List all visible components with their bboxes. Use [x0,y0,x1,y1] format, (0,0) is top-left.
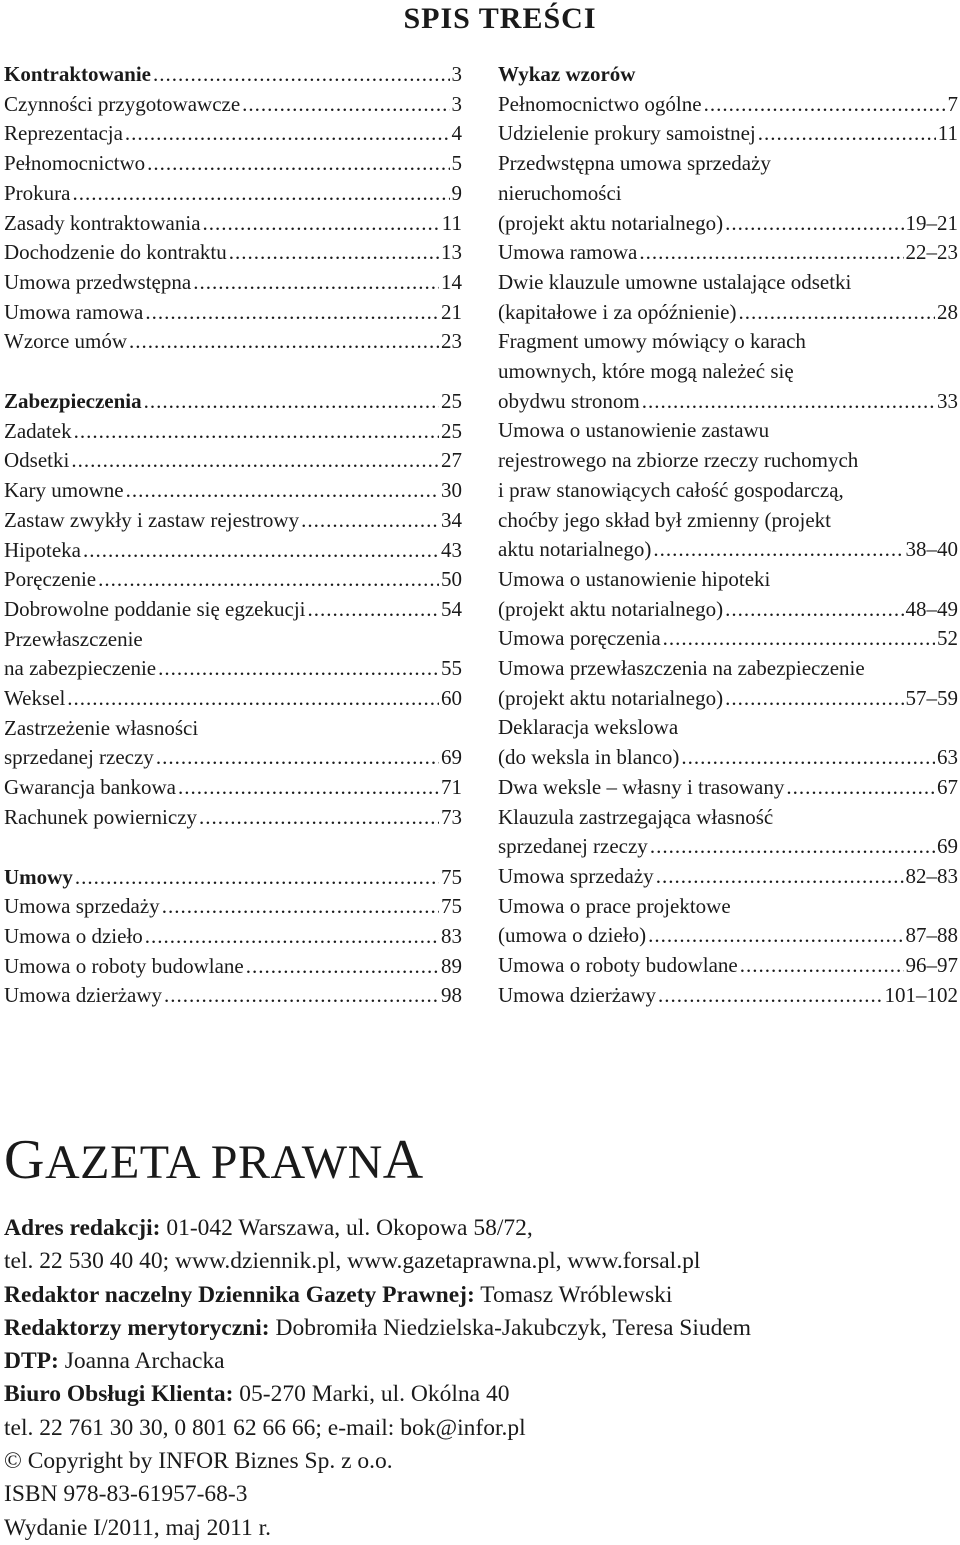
toc-entry-row [4,952,462,982]
toc-entry-label: Poręczenie [4,567,97,592]
toc-page-number: 34 [441,507,462,532]
dot-leader [786,773,935,803]
dot-leader [145,298,439,328]
toc-entry-line: Przewłaszczenie [4,626,143,651]
toc-page-number: 4 [451,121,462,146]
toc-entry-label: Zabezpieczenia [4,389,142,414]
imprint-isbn: ISBN 978-83-61957-68-3 [4,1481,248,1508]
editor-value: Tomasz Wróblewski [474,1281,673,1308]
toc-page-number: 43 [441,537,462,562]
toc-page-number: 69 [937,834,958,859]
publisher-logo [4,1128,424,1192]
toc-page-number: 28 [937,299,958,324]
toc-entry-label: (do weksla in blanco) [498,745,680,770]
imprint-contact: tel. 22 530 40 40; www.dziennik.pl, www.gazetaprawna.pl, www.forsal.pl [4,1248,701,1275]
toc-page-number: 67 [937,774,958,799]
dot-leader [83,536,439,566]
toc-page-number: 98 [441,983,462,1008]
toc-entry-label: Pełnomocnictwo [4,151,146,176]
dot-leader [193,268,439,298]
toc-entry-label: Reprezentacja [4,121,123,146]
toc-entry-line: Fragment umowy mówiący o karach [498,329,806,354]
imprint-address [4,1212,954,1245]
toc-entry-label: Kontraktowanie [4,62,151,86]
dot-leader [656,862,904,892]
toc-entry-label: (kapitałowe i za opóźnienie) [498,299,737,324]
address-value: 01-042 Warszawa, ul. Okopowa 58/72, [160,1215,533,1241]
toc-entry-label: (projekt aktu notarialnego) [498,685,724,710]
toc-section-row [4,863,462,893]
toc-entry-label: obydwu stronom [498,388,640,413]
toc-entry-label: Umowa ramowa [4,299,144,324]
toc-page-number: 55 [441,656,462,681]
dot-leader [75,863,439,893]
toc-entry-row [4,268,462,298]
toc-entry-row [498,951,958,981]
toc-page-number: 3 [451,62,462,86]
toc-page-number: 52 [937,626,958,651]
toc-page-number: 71 [441,775,462,800]
toc-page-number: 33 [937,388,958,413]
section-gap [4,833,462,863]
toc-page-number: 19–21 [905,210,958,235]
toc-entry-label: Dochodzenie do kontraktu [4,240,227,265]
dot-leader [178,773,439,803]
toc-entry-line: umownych, które mogą należeć się [498,359,794,384]
toc-entry-label: Prokura [4,180,71,205]
toc-entry-label: Umowa dzierżawy [4,983,163,1008]
toc-entry-row [498,832,958,862]
dot-leader [242,90,449,120]
toc-entry-line: Umowa przewłaszczenia na zabezpieczenie [498,656,865,681]
toc-entry-label: Zastaw zwykły i zastaw rejestrowy [4,507,300,532]
toc-entry-row [498,238,958,268]
toc-entry-line: i praw stanowiących całość gospodarczą, [498,477,844,502]
toc-entry-label: Umowa dzierżawy [498,982,657,1007]
page-title: SPIS TREŚCI [403,2,597,35]
imprint-copyright: © Copyright by INFOR Biznes Sp. z o.o. [4,1448,393,1475]
toc-entry-label: Umowa sprzedaży [4,894,160,919]
toc-entry-row [498,981,958,1011]
toc-page-number: 7 [947,91,958,116]
toc-page-number: 11 [441,210,462,235]
dot-leader [738,298,935,328]
toc-entry-row [4,476,462,506]
toc-entry-row [498,209,958,239]
editors-value: Dobromiła Niedzielska-Jakubczyk, Teresa Siudem [269,1314,752,1341]
toc-entry-row [4,892,462,922]
dot-leader [199,803,439,833]
logo-initial: G [4,1129,45,1191]
toc-entry-row [4,446,462,476]
toc-entry-row [4,149,462,179]
imprint-office [4,1378,954,1411]
section-heading: Wykaz wzorów [498,62,636,86]
toc-page-number: 96–97 [905,953,958,978]
dot-leader [725,595,903,625]
toc-entry-label: Umowy [4,864,73,889]
toc-entry-label: Umowa ramowa [498,240,638,265]
editors-label: Redaktorzy merytoryczni: [4,1314,270,1341]
toc-entry-row [498,595,958,625]
toc-entry-row [498,684,958,714]
toc-entry-label: na zabezpieczenie [4,656,157,681]
toc-entry-row [4,922,462,952]
toc-page-number: 25 [441,418,462,443]
toc-entry-label: Czynności przygotowawcze [4,91,241,116]
dot-leader [164,981,439,1011]
toc-page-number: 75 [441,864,462,889]
toc-entry-label: Odsetki [4,448,70,473]
logo-middle: AZETA PRAWN [44,1136,383,1189]
dot-leader [704,90,946,120]
toc-entry-line: Umowa o ustanowienie hipoteki [498,566,771,591]
dot-leader [147,149,449,179]
toc-entry-line: Umowa o ustanowienie zastawu [498,418,770,443]
toc-entry-label: Zadatek [4,418,72,443]
toc-entry-label: sprzedanej rzeczy [4,745,154,770]
toc-entry-line: choćby jego skład był zmienny (projekt [498,507,831,532]
dot-leader [653,535,903,565]
toc-page-number: 89 [441,953,462,978]
dot-leader [156,743,439,773]
toc-entry-label: Gwarancja bankowa [4,775,176,800]
dot-leader [681,743,935,773]
toc-entry-line: nieruchomości [498,180,622,205]
dot-leader [162,892,439,922]
dot-leader [308,595,440,625]
toc-entry-row [498,624,958,654]
toc-entry-line: rejestrowego na zbiorze rzeczy ruchomych [498,448,859,473]
dot-leader [650,832,935,862]
toc-entry-label: Kary umowne [4,478,124,503]
toc-page-number: 38–40 [905,537,958,562]
toc-page-number: 22–23 [905,240,958,265]
toc-page-number: 83 [441,923,462,948]
dot-leader [74,417,439,447]
toc-entry-row [498,773,958,803]
toc-entry-row [498,298,958,328]
toc-entry-label: Umowa poręczenia [498,626,661,651]
toc-section-row [4,60,462,90]
toc-entry-line: Zastrzeżenie własności [4,715,199,740]
toc-entry-line: Deklaracja wekslowa [498,715,679,740]
toc-entry-label: Umowa o roboty budowlane [498,953,738,978]
toc-page-number: 14 [441,269,462,294]
dot-leader [71,446,439,476]
toc-page-number: 3 [451,91,462,116]
office-label: Biuro Obsługi Klienta: [4,1381,234,1408]
toc-entry-line: Klauzula zastrzegająca własność [498,804,774,829]
toc-entry-row [498,119,958,149]
dot-leader [125,119,450,149]
toc-entry-row [4,298,462,328]
toc-page-number: 60 [441,686,462,711]
toc-entry-line: Dwie klauzule umowne ustalające odsetki [498,269,852,294]
toc-entry-row [4,743,462,773]
toc-page-number: 82–83 [905,863,958,888]
toc-entry-row [498,862,958,892]
toc-entry-label: Wzorce umów [4,329,128,354]
dot-leader [725,684,903,714]
dtp-value: Joanna Archacka [58,1348,225,1375]
toc-entry-label: Umowa przedwstępna [4,269,192,294]
toc-entry-row [4,981,462,1011]
toc-section-row [4,387,462,417]
dot-leader [126,476,439,506]
toc-entry-row [498,921,958,951]
toc-page-number: 57–59 [905,685,958,710]
toc-page-number: 101–102 [884,982,958,1007]
dot-leader [658,981,882,1011]
editor-label: Redaktor naczelny Dziennika Gazety Prawnej: [4,1281,475,1308]
toc-entry-row [4,773,462,803]
toc-page-number: 69 [441,745,462,770]
toc-entry-line: Umowa o prace projektowe [498,893,731,918]
toc-entry-label: sprzedanej rzeczy [498,834,648,859]
toc-entry-label: Rachunek powierniczy [4,804,198,829]
imprint [4,1212,954,1545]
toc-page-number: 13 [441,240,462,265]
toc-entry-row [4,595,462,625]
dot-leader [758,119,936,149]
dot-leader [153,60,450,90]
office-value: 05-270 Marki, ul. Okólna 40 [233,1381,510,1408]
toc-entry-row [4,803,462,833]
toc-page-number: 11 [937,121,958,146]
section-gap [4,357,462,387]
dot-leader [98,565,439,595]
toc-left-column [4,60,462,1011]
toc-entry-row [4,565,462,595]
toc-entry-label: Weksel [4,686,66,711]
toc-entry-label: Umowa o dzieło [4,923,143,948]
toc-page-number: 48–49 [905,596,958,621]
address-label: Adres redakcji: [4,1215,161,1241]
dot-leader [229,238,439,268]
toc-page-number: 21 [441,299,462,324]
toc-entry-label: aktu notarialnego) [498,537,652,562]
imprint-dtp [4,1345,954,1378]
toc-page-number: 5 [451,151,462,176]
toc-entry-label: Zasady kontraktowania [4,210,201,235]
toc-entry-row [4,238,462,268]
toc-right-column [498,60,958,1011]
toc-page-number: 23 [441,329,462,354]
toc-page-number: 54 [441,596,462,621]
toc-entry-label: Umowa sprzedaży [498,863,654,888]
dot-leader [740,951,904,981]
dot-leader [129,327,439,357]
toc-page-number: 25 [441,389,462,414]
toc-page-number: 87–88 [905,923,958,948]
toc-entry-label: Umowa o roboty budowlane [4,953,244,978]
toc-entry-label: (projekt aktu notarialnego) [498,596,724,621]
dot-leader [725,209,903,239]
dot-leader [144,387,439,417]
toc-entry-row [498,90,958,120]
imprint-office-contact: tel. 22 761 30 30, 0 801 62 66 66; e-mail: bok@infor.pl [4,1414,526,1441]
dot-leader [639,238,903,268]
toc-entry-label: Hipoteka [4,537,81,562]
toc-entry-label: Pełnomocnictwo ogólne [498,91,702,116]
toc-entry-label: Dwa weksle – własny i trasowany [498,774,785,799]
logo-final: A [382,1129,424,1191]
toc-page-number: 50 [441,567,462,592]
dot-leader [301,506,439,536]
toc-entry-row [498,387,958,417]
toc-entry-row [4,119,462,149]
toc-entry-line: Przedwstępna umowa sprzedaży [498,151,771,176]
toc-page-number: 75 [441,894,462,919]
dot-leader [145,922,439,952]
dtp-label: DTP: [4,1348,59,1375]
toc-entry-row [498,743,958,773]
toc-entry-row [4,654,462,684]
toc-page-number: 73 [441,804,462,829]
toc-entry-row [4,209,462,239]
imprint-edition: Wydanie I/2011, maj 2011 r. [4,1514,272,1541]
dot-leader [67,684,439,714]
dot-leader [642,387,935,417]
toc-page-number: 30 [441,478,462,503]
toc-entry-row [4,90,462,120]
dot-leader [158,654,439,684]
toc-entry-row [498,535,958,565]
toc-entry-label: Udzielenie prokury samoistnej [498,121,756,146]
toc-entry-label: (umowa o dzieło) [498,923,647,948]
dot-leader [73,179,450,209]
toc-entry-label: (projekt aktu notarialnego) [498,210,724,235]
imprint-editors [4,1312,954,1345]
dot-leader [663,624,935,654]
toc-page-number: 27 [441,448,462,473]
toc-entry-row [4,327,462,357]
toc-entry-label: Dobrowolne poddanie się egzekucji [4,596,306,621]
imprint-editor [4,1279,954,1312]
toc-entry-row [4,179,462,209]
toc-page-number: 63 [937,745,958,770]
dot-leader [203,209,440,239]
toc-entry-row [4,536,462,566]
toc-page-number: 9 [451,180,462,205]
dot-leader [246,952,439,982]
dot-leader [648,921,903,951]
toc-entry-row [4,684,462,714]
toc-entry-row [4,506,462,536]
toc-entry-row [4,417,462,447]
